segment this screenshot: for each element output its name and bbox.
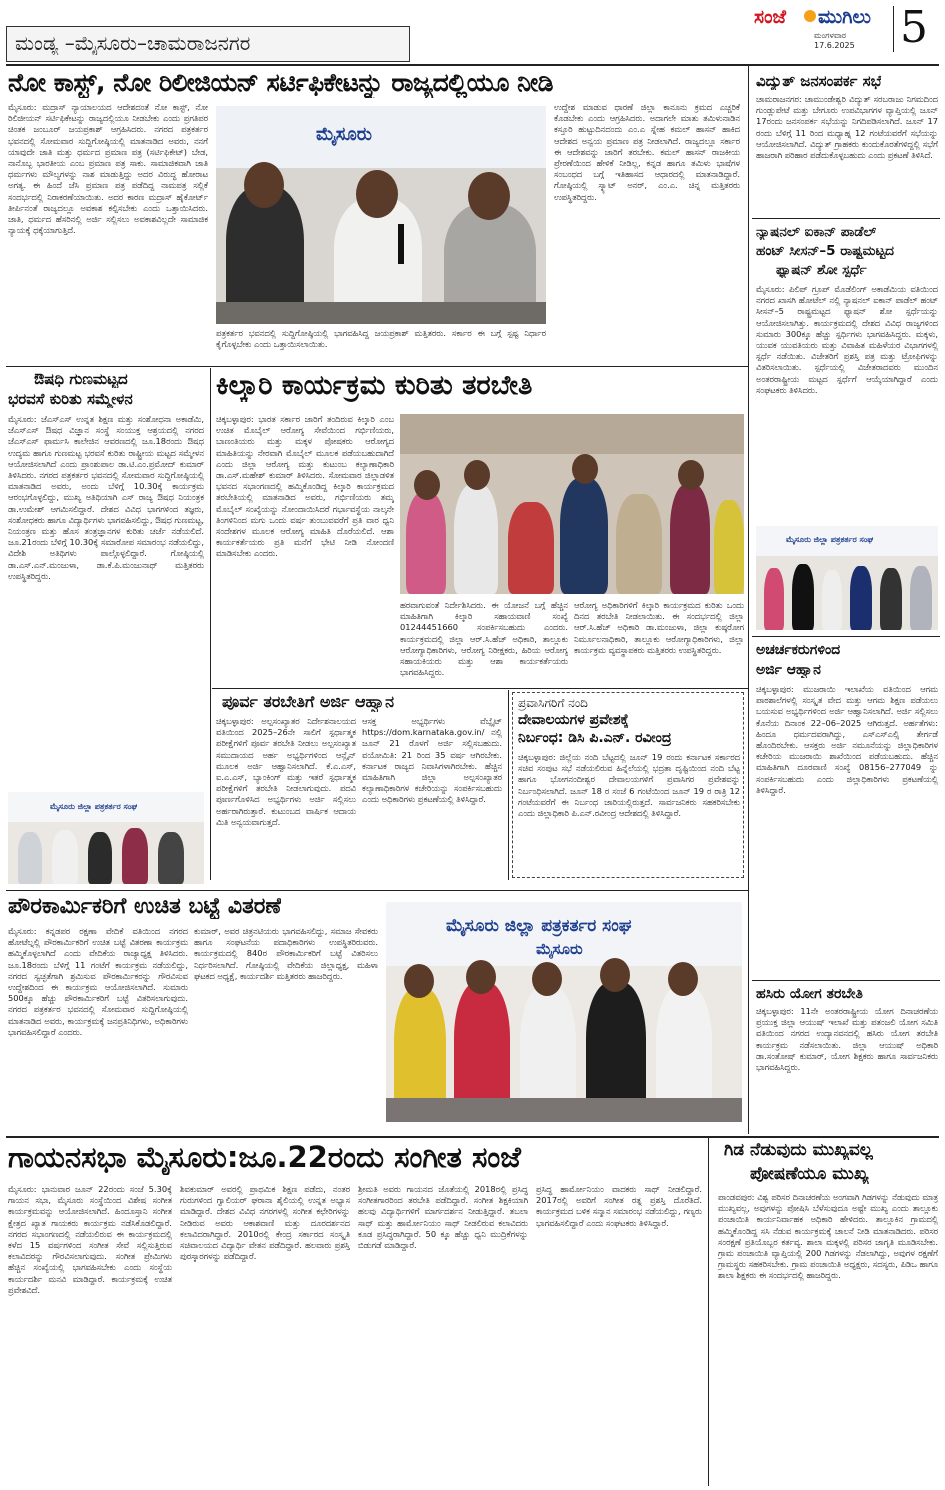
masthead xyxy=(0,0,945,66)
gida-body: ಪಾಂಡವಪುರ: ವಿಶ್ವ ಪರಿಸರ ದಿನಾಚರಣೆಯ ಅಂಗವಾಗಿ ಗಿಡಗಳನ್ನು ನೆಡುವುದು ಮಾತ್ರ ಮುಖ್ಯವಲ್ಲ, ಅವುಗಳನ್ನು ಪೋಷಿಸಿ ಬೆಳೆಸುವುದೂ ಅಷ್ಟೇ ಮುಖ್ಯ ಎಂದು ತಾಲ್ಲೂಕು ಪಂಚಾಯಿತಿ ಕಾರ್ಯನಿರ್ವಾಹಕ ಅಧಿಕಾರಿ ಹೇಳಿದರು. ತಾಲ್ಲೂಕಿನ ಗ್ರಾಮದಲ್ಲಿ ಹಮ್ಮಿಕೊಂಡಿದ್ದ ಸಸಿ ನೆಡುವ ಕಾರ್ಯಕ್ರಮಕ್ಕೆ ಚಾಲನೆ ನೀಡಿ ಮಾತನಾಡಿದರು. ಪರಿಸರ ಸಂರಕ್ಷಣೆ ಪ್ರತಿಯೊಬ್ಬರ ಕರ್ತವ್ಯ. ಶಾಲಾ ಮಕ್ಕಳಲ್ಲಿ ಪರಿಸರ ಜಾಗೃತಿ ಮೂಡಿಸಬೇಕು. ಗ್ರಾಮ ಪಂಚಾಯಿತಿ ವ್ಯಾಪ್ತಿಯಲ್ಲಿ 200 ಗಿಡಗಳನ್ನು ನೆಡಲಾಗಿದ್ದು, ಅವುಗಳ ರಕ್ಷಣೆಗೆ ಗ್ರಾಮಸ್ಥರು ಸಹಕರಿಸಬೇಕು. ಗ್ರಾಮ ಪಂಚಾಯಿತಿ ಅಧ್ಯಕ್ಷರು, ಸದಸ್ಯರು, ಪಿಡಿಒ ಹಾಗೂ ಶಾಲಾ ಶಿಕ್ಷಕರು ಈ ಸಂದರ್ಭದಲ್ಲಿ ಹಾಜರಿದ್ದರು. xyxy=(718,1192,938,1281)
issue-day: ಮಂಗಳವಾರ xyxy=(814,31,847,40)
kilkari-body-right: ಆರೋಗ್ಯ ಅಧಿಕಾರಿಗಳಿಗೆ ಕಿಲ್ಕಾರಿ ಕಾರ್ಯಕ್ರಮದ ಕುರಿತು ಒಂದು ದಿನದ ತರಬೇತಿ ನೀಡಲಾಯಿತು. ಈ ಸಂದರ್ಭದಲ್ಲಿ ಜಿಲ್ಲಾ ಆರ್.ಸಿ.ಹೆಚ್ ಅಧಿಕಾರಿ ಡಾ.ಮಂಜುಳಾ, ಜಿಲ್ಲಾ ಕುಷ್ಠರೋಗ ನಿರ್ಮೂಲನಾಧಿಕಾರಿ, ತಾಲ್ಲೂಕು ಆರೋಗ್ಯಾಧಿಕಾರಿಗಳು, ಜಿಲ್ಲಾ ಕಾರ್ಯಕ್ರಮ ವ್ಯವಸ್ಥಾಪಕರು ಮತ್ತಿತರರು ಉಪಸ್ಥಿತರಿದ್ದರು. xyxy=(574,600,744,655)
aushadhi-body: ಮೈಸೂರು: ಜೆಎಸ್ಎಸ್ ಉನ್ನತ ಶಿಕ್ಷಣ ಮತ್ತು ಸಂಶೋಧನಾ ಅಕಾಡೆಮಿ, ಜೆಎಸ್ಎಸ್ ಔಷಧ ವಿಜ್ಞಾನ ಸಂಸ್ಥೆ ಸಂಯುಕ್ತ ಆಶ್ರಯದಲ್ಲಿ ನಗರದ ಜೆಎಸ್ಎಸ್ ಫಾರ್ಮಸಿ ಕಾಲೇಜಿನ ಆವರಣದಲ್ಲಿ ಜೂ.18ರಂದು ಔಷಧ ಉದ್ಯಮ ಹಾಗೂ ಗುಣಮಟ್ಟ ಭರವಸೆ ಕುರಿತು ರಾಷ್ಟ್ರೀಯ ಮಟ್ಟದ ಸಮ್ಮೇಳನ ಆಯೋಜಿಸಲಾಗಿದೆ ಎಂದು ಪ್ರಾಂಶುಪಾಲ ಡಾ.ಟಿ.ಎಂ.ಪ್ರಮೋದ್ ಕುಮಾರ್ ತಿಳಿಸಿದರು. ನಗರದ ಪತ್ರಕರ್ತರ ಭವನದಲ್ಲಿ ಸೋಮವಾರ ಸುದ್ದಿಗೋಷ್ಠಿಯಲ್ಲಿ ಮಾತನಾಡಿದ ಅವರು, ಅಂದು ಬೆಳಿಗ್ಗೆ 10.30ಕ್ಕೆ ಕಾರ್ಯಕ್ರಮ ಆರಂಭಗೊಳ್ಳಲಿದ್ದು, ಮುಖ್ಯ ಅತಿಥಿಯಾಗಿ ಎಸ್ ರಾಜ್ಯ ಔಷಧ ನಿಯಂತ್ರಕ ಡಾ.ಉಮೇಶ್ ಆಗಮಿಸಲಿದ್ದಾರೆ. ದೇಶದ ವಿವಿಧ ಭಾಗಗಳಿಂದ ತಜ್ಞರು, ಸಂಶೋಧಕರು ಹಾಗೂ ವಿದ್ಯಾರ್ಥಿಗಳು ಭಾಗವಹಿಸಲಿದ್ದು, ಔಷಧ ಗುಣಮಟ್ಟ, ನಿಯಂತ್ರಣ ಮತ್ತು ಹೊಸ ತಂತ್ರಜ್ಞಾನಗಳ ಕುರಿತು ಚರ್ಚೆ ನಡೆಯಲಿದೆ. ಜೂ.21ರಂದು ಬೆಳಿಗ್ಗೆ 10.30ಕ್ಕೆ ಸಮಾರೋಪ ಸಮಾರಂಭ ನಡೆಯಲಿದ್ದು, ವಿದೇಶಿ ಅತಿಥಿಗಳು ಪಾಲ್ಗೊಳ್ಳಲಿದ್ದಾರೆ. ಗೋಷ್ಠಿಯಲ್ಲಿ ಡಾ.ಎಸ್.ಎನ್.ಮಂಜುಳಾ, ಡಾ.ಕೆ.ಪಿ.ಮಂಜುನಾಥ್ ಮತ್ತಿತರರು ಉಪಸ್ಥಿತರಿದ್ದರು. xyxy=(8,414,204,581)
page-number: 5 xyxy=(900,2,928,53)
kilkari-headline: ಕಿಲ್ಕಾರಿ ಕಾರ್ಯಕ್ರಮ ಕುರಿತು ತರಬೇತಿ xyxy=(216,370,533,401)
pourakarmika-photo xyxy=(386,902,742,1122)
temple-body: ಚಿಕ್ಕಬಳ್ಳಾಪುರ: ಜಿಲ್ಲೆಯ ನಂದಿ ಬೆಟ್ಟದಲ್ಲಿ ಜೂನ್ 19 ರಂದು ಕರ್ನಾಟಕ ಸರ್ಕಾರದ ಸಚಿವ ಸಂಪುಟ ಸಭೆ ನಡೆಯಲಿರುವ ಹಿನ್ನೆಲೆಯಲ್ಲಿ ಭದ್ರತಾ ದೃಷ್ಟಿಯಿಂದ ನಂದಿ ಬೆಟ್ಟ ಹಾಗೂ ಭೋಗನಂದೀಶ್ವರ ದೇವಾಲಯಗಳಿಗೆ ಪ್ರವಾಸಿಗರ ಪ್ರವೇಶವನ್ನು ನಿರ್ಬಂಧಿಸಲಾಗಿದೆ. ಜೂನ್ 18 ರ ಸಂಜೆ 6 ಗಂಟೆಯಿಂದ ಜೂನ್ 19 ರ ರಾತ್ರಿ 12 ಗಂಟೆಯವರೆಗೆ ಈ ನಿರ್ಬಂಧ ಜಾರಿಯಲ್ಲಿರುತ್ತದೆ. ಸಾರ್ವಜನಿಕರು ಸಹಕರಿಸಬೇಕು ಎಂದು ಜಿಲ್ಲಾಧಿಕಾರಿ ಪಿ.ಎನ್.ರವೀಂದ್ರ ಆದೇಶದಲ್ಲಿ ತಿಳಿಸಿದ್ದಾರೆ. xyxy=(518,752,740,819)
arji-headline-1: ಅಚರ್ಚಕರುಗಳಿಂದ xyxy=(756,642,841,658)
electricity-headline: ವಿದ್ಯುತ್ ಜನಸಂಪರ್ಕ ಸಭೆ xyxy=(756,72,882,90)
electricity-notice xyxy=(752,66,940,216)
fashion-body: ಮೈಸೂರು: ಪಿಲಿಪ್ ಗ್ರೂಪ್ ಮೊಡೆಲಿಂಗ್ ಅಕಾಡೆಮಿಯ ವತಿಯಿಂದ ನಗರದ ಖಾಸಗಿ ಹೋಟೆಲ್ ನಲ್ಲಿ ನ್ಯಾಷನಲ್ ಐಕಾನ್ ಪಾಡೆಲ್ ಹಂಟ್ ಸೀಸನ್–5 ರಾಷ್ಟ್ರಮಟ್ಟದ ಫ್ಯಾಷನ್ ಶೋ ಸ್ಪರ್ಧೆಯನ್ನು ಆಯೋಜಿಸಲಾಗಿತ್ತು. ಕಾರ್ಯಕ್ರಮದಲ್ಲಿ ದೇಶದ ವಿವಿಧ ರಾಜ್ಯಗಳಿಂದ ಸುಮಾರು 300ಕ್ಕೂ ಹೆಚ್ಚು ಸ್ಪರ್ಧಿಗಳು ಭಾಗವಹಿಸಿದ್ದರು. ಮಕ್ಕಳು, ಯುವಕ ಯುವತಿಯರು ಮತ್ತು ವಿವಾಹಿತ ಮಹಿಳೆಯರ ವಿಭಾಗಗಳಲ್ಲಿ ಸ್ಪರ್ಧೆ ನಡೆಯಿತು. ವಿಜೇತರಿಗೆ ಪ್ರಶಸ್ತಿ ಪತ್ರ ಮತ್ತು ಟ್ರೋಫಿಗಳನ್ನು ವಿತರಿಸಲಾಯಿತು. ಸ್ಪರ್ಧೆಯಲ್ಲಿ ವಿಜೇತರಾದವರು ಮುಂದಿನ ಅಂತರರಾಷ್ಟ್ರೀಯ ಮಟ್ಟದ ಸ್ಪರ್ಧೆಗೆ ಆಯ್ಕೆಯಾಗಿದ್ದಾರೆ ಎಂದು ಸಂಘಟಕರು ತಿಳಿಸಿದರು. xyxy=(756,284,938,395)
poorva-headline: ಪೂರ್ವ ತರಬೇತಿಗೆ ಅರ್ಜಿ ಆಹ್ವಾನ xyxy=(222,692,395,711)
fashion-story xyxy=(752,220,940,670)
lead-photo-caption: ಪತ್ರಕರ್ತರ ಭವನದಲ್ಲಿ ಸುದ್ದಿಗೋಷ್ಠಿಯಲ್ಲಿ ಭಾಗವಹಿಸಿದ್ದ ಜಯಪ್ರಕಾಶ್ ಮತ್ತಿತರರು. ಸರ್ಕಾರ ಈ ಬಗ್ಗೆ ಸ್ಪಷ್ಟ ನಿರ್ಧಾರ ಕೈಗೊಳ್ಳಬೇಕು ಎಂದು ಒತ್ತಾಯಿಸಲಾಯಿತು. xyxy=(216,328,546,350)
aushadhi-banner: ಮೈಸೂರು ಜಿಲ್ಲಾ ಪತ್ರಕರ್ತರ ಸಂಘ xyxy=(50,802,138,811)
yoga-body: ಚಿಕ್ಕಬಳ್ಳಾಪುರ: 11ನೇ ಅಂತರರಾಷ್ಟ್ರೀಯ ಯೋಗ ದಿನಾಚರಣೆಯ ಪ್ರಯುಕ್ತ ಜಿಲ್ಲಾ ಆಯುಷ್ ಇಲಾಖೆ ಮತ್ತು ಪತಂಜಲಿ ಯೋಗ ಸಮಿತಿ ವತಿಯಿಂದ ನಗರದ ಉದ್ಯಾನವನದಲ್ಲಿ ಹಸಿರು ಯೋಗ ತರಬೇತಿ ಕಾರ್ಯಕ್ರಮ ನಡೆಸಲಾಯಿತು. ಜಿಲ್ಲಾ ಆಯುಷ್ ಅಧಿಕಾರಿ ಡಾ.ಸಂತೋಷ್ ಕುಮಾರ್, ಯೋಗ ಶಿಕ್ಷಕರು ಹಾಗೂ ಸಾರ್ವಜನಿಕರು ಭಾಗವಹಿಸಿದ್ದರು. xyxy=(756,1006,938,1073)
arji-body: ಚಿಕ್ಕಬಳ್ಳಾಪುರ: ಮುಜರಾಯಿ ಇಲಾಖೆಯ ವತಿಯಿಂದ ಆಗಮ ಪಾಠಶಾಲೆಗಳಲ್ಲಿ ಸಂಸ್ಕೃತ ವೇದ ಮತ್ತು ಆಗಮ ಶಿಕ್ಷಣ ಪಡೆಯಲು ಬಯಸುವ ಅಭ್ಯರ್ಥಿಗಳಿಂದ ಅರ್ಜಿ ಆಹ್ವಾನಿಸಲಾಗಿದೆ. ಅರ್ಜಿ ಸಲ್ಲಿಸಲು ಕೊನೆಯ ದಿನಾಂಕ 22–06–2025 ಆಗಿರುತ್ತದೆ. ಅರ್ಹತೆಗಳು: ಹಿಂದೂ ಧರ್ಮದವರಾಗಿದ್ದು, ಎಸ್ಎಸ್ಎಲ್ಸಿ ತೇರ್ಗಡೆ ಹೊಂದಿರಬೇಕು. ಆಸಕ್ತರು ಅರ್ಜಿ ನಮೂನೆಯನ್ನು ಜಿಲ್ಲಾಧಿಕಾರಿಗಳ ಕಚೇರಿಯ ಮುಜರಾಯಿ ಶಾಖೆಯಿಂದ ಪಡೆಯಬಹುದು. ಹೆಚ್ಚಿನ ಮಾಹಿತಿಗಾಗಿ ದೂರವಾಣಿ ಸಂಖ್ಯೆ 08156–277049 ನ್ನು ಸಂಪರ್ಕಿಸಬಹುದು ಎಂದು ಜಿಲ್ಲಾಧಿಕಾರಿಗಳು ಪ್ರಕಟಣೆಯಲ್ಲಿ ತಿಳಿಸಿದ್ದಾರೆ. xyxy=(756,684,938,795)
gayana-col-2: ಶಿವಕುಮಾರ್ ಅವರಲ್ಲಿ ಪ್ರಾಥಮಿಕ ಶಿಕ್ಷಣ ಪಡೆದು, ನಂತರ ಗುರುಗಳಿಂದ ಗ್ವಾಲಿಯರ್ ಘರಾನಾ ಶೈಲಿಯಲ್ಲಿ ಉನ್ನತ ಅಭ್ಯಾಸ ಮಾಡಿದ್ದಾರೆ. ದೇಶದ ವಿವಿಧ ನಗರಗಳಲ್ಲಿ ಸಂಗೀತ ಕಛೇರಿಗಳನ್ನು ನೀಡಿರುವ ಅವರು ಆಕಾಶವಾಣಿ ಮತ್ತು ದೂರದರ್ಶನದ ಕಲಾವಿದರಾಗಿದ್ದಾರೆ. 2010ರಲ್ಲಿ ಕೇಂದ್ರ ಸರ್ಕಾರದ ಸಂಸ್ಕೃತಿ ಸಚಿವಾಲಯದ ವಿದ್ಯಾರ್ಥಿ ವೇತನ ಪಡೆದಿದ್ದಾರೆ. ಹಲವಾರು ಪ್ರಶಸ್ತಿ ಪುರಸ್ಕಾರಗಳನ್ನು ಪಡೆದಿದ್ದಾರೆ. xyxy=(180,1184,350,1262)
aushadhi-story xyxy=(0,368,208,888)
gayana-col-1: ಮೈಸೂರು: ಭಾನುವಾರ ಜೂನ್ 22ರಂದು ಸಂಜೆ 5.30ಕ್ಕೆ ಗಾಯನ ಸಭಾ, ಮೈಸೂರು ಸಂಸ್ಥೆಯಿಂದ ವಿಶೇಷ ಸಂಗೀತ ಕಾರ್ಯಕ್ರಮವನ್ನು ಆಯೋಜಿಸಲಾಗಿದೆ. ಹಿಂದೂಸ್ತಾನಿ ಸಂಗೀತ ಕ್ಷೇತ್ರದ ಖ್ಯಾತ ಗಾಯಕರು ಕಾರ್ಯಕ್ರಮ ನಡೆಸಿಕೊಡಲಿದ್ದಾರೆ. ನಗರದ ಸಭಾಂಗಣದಲ್ಲಿ ನಡೆಯಲಿರುವ ಈ ಕಾರ್ಯಕ್ರಮದಲ್ಲಿ ಕಳೆದ 15 ವರ್ಷಗಳಿಂದ ಸಂಗೀತ ಸೇವೆ ಸಲ್ಲಿಸುತ್ತಿರುವ ಕಲಾವಿದರನ್ನು ಗೌರವಿಸಲಾಗುವುದು. ಸಂಗೀತ ಪ್ರೇಮಿಗಳು ಹೆಚ್ಚಿನ ಸಂಖ್ಯೆಯಲ್ಲಿ ಭಾಗವಹಿಸಬೇಕು ಎಂದು ಸಂಸ್ಥೆಯ ಕಾರ್ಯದರ್ಶಿ ಮನವಿ ಮಾಡಿದ್ದಾರೆ. ಕಾರ್ಯಕ್ರಮಕ್ಕೆ ಉಚಿತ ಪ್ರವೇಶವಿದೆ. xyxy=(8,1184,172,1295)
fashion-banner: ಮೈಸೂರು ಜಿಲ್ಲಾ ಪತ್ರಕರ್ತರ ಸಂಘ xyxy=(786,535,874,544)
pourakarmika-body-mid: ಕುಮಾರ್, ಅವರ ಚಿತ್ರನಟಿಯರು ಭಾಗವಹಿಸಲಿದ್ದು, ಸಮಾಜ ಸೇವಕರು ಹಾಗೂ ಸಂಘಟನೆಯ ಪದಾಧಿಕಾರಿಗಳು ಉಪಸ್ಥಿತರಿರುವರು. ಕಾರ್ಯಕ್ರಮದಲ್ಲಿ 840ರ ಪೌರಕಾರ್ಮಿಕರಿಗೆ ಬಟ್ಟೆ ವಿತರಿಸಲು ನಿರ್ಧರಿಸಲಾಗಿದೆ. ಗೋಷ್ಠಿಯಲ್ಲಿ ವೇದಿಕೆಯ ಜಿಲ್ಲಾಧ್ಯಕ್ಷ, ಮಹಿಳಾ ಘಟಕದ ಅಧ್ಯಕ್ಷೆ, ಕಾರ್ಯದರ್ಶಿ ಮತ್ತಿತರರು ಹಾಜರಿದ್ದರು. xyxy=(194,926,378,981)
aushadhi-headline-2: ಭರವಸೆ ಕುರಿತು ಸಮ್ಮೇಳನ xyxy=(8,390,133,408)
temple-headline-3: ನಿರ್ಬಂಧ: ಡಿಸಿ ಪಿ.ಎನ್. ರವೀಂದ್ರ xyxy=(518,730,672,746)
temple-headline-2: ದೇವಾಲಯಗಳ ಪ್ರವೇಶಕ್ಕೆ xyxy=(518,712,629,728)
pourakarmika-banner: ಮೈಸೂರು ಜಿಲ್ಲಾ ಪತ್ರಕರ್ತರ ಸಂಘ xyxy=(446,916,632,936)
lead-headline: ನೋ ಕಾಸ್ಟ್, ನೋ ರಿಲೀಜಿಯನ್ ಸರ್ಟಿಫಿಕೇಟನ್ನು ರಾಜ್ಯದಲ್ಲಿಯೂ ನೀಡಿ xyxy=(8,68,553,97)
gayana-headline: ಗಾಯನಸಭಾ ಮೈಸೂರು:ಜೂ.22ರಂದು ಸಂಗೀತ ಸಂಜೆ xyxy=(8,1140,521,1174)
lead-body-left: ಮೈಸೂರು: ಮದ್ರಾಸ್ ನ್ಯಾಯಾಲಯದ ಆದೇಶದಂತೆ ನೋ ಕಾಸ್ಟ್, ನೋ ರಿಲಿಜೀಯನ್ ಸರ್ಟಿಫಿಕೇಟನ್ನು ರಾಜ್ಯದಲ್ಲಿಯೂ ನೀಡಬೇಕು ಎಂದು ಪ್ರಗತಿಪರ ಚಿಂತಕ ಜಂಬೂರ್ ಜಯಪ್ರಕಾಶ್ ಆಗ್ರಹಿಸಿದರು. ನಗರದ ಪತ್ರಕರ್ತರ ಭವನದಲ್ಲಿ ಸೋಮವಾರ ಸುದ್ದಿಗೋಷ್ಠಿಯಲ್ಲಿ ಮಾತನಾಡಿದ ಅವರು, ನನಗೆ ಯಾವುದೇ ಜಾತಿ ಮತ್ತು ಧರ್ಮದ ಪ್ರಮಾಣ ಪತ್ರ (ಸರ್ಟಿಫಿಕೇಟ್) ಬೇಡ, ನಾನೊಬ್ಬ ಭಾರತೀಯ ಎಂಬ ಪ್ರಮಾಣ ಪತ್ರ ಸಾಕು. ಸಾಮಾಜಿಕವಾಗಿ ಜಾತಿ ಧರ್ಮಗಳು ಮೌಲ್ಯಗಳನ್ನು ನಾಶ ಮಾಡುತ್ತಿದ್ದು ಅದರ ವಿರುದ್ಧ ಹೋರಾಟ ಅಗತ್ಯ. ಈ ಹಿಂದೆ ಜೆಸಿ ಪ್ರಮಾಣ ಪತ್ರ ಪಡೆದಿದ್ದ ನಾಮಪತ್ರ ಸಲ್ಲಿಕೆ ಸಂದರ್ಭದಲ್ಲಿ ನಿರಾಕರಣೆಯಾಯಿತು. ಅದರ ಕಾರಣ ಮದ್ರಾಸ್ ಹೈಕೋರ್ಟ್ ತೀರ್ಪಿನಂತೆ ರಾಜ್ಯದಲ್ಲೂ ಅವಕಾಶ ಕಲ್ಪಿಸಬೇಕು ಎಂದು ಒತ್ತಾಯಿಸಿದರು. ಜಾತಿ, ಧರ್ಮದ ಹೆಸರಿನಲ್ಲಿ ಅರ್ಜಿ ಸಲ್ಲಿಸಲು ಅವಕಾಶವಿಲ್ಲದೇ ಸಾಮಾಜಿಕ ನ್ಯಾಯಕ್ಕೆ ಧಕ್ಕೆಯಾಗುತ್ತಿದೆ. xyxy=(8,102,208,236)
section-title: ಮಂಡ್ಯ –ಮೈಸೂರು–ಚಾಮರಾಜನಗರ xyxy=(15,31,251,55)
yoga-headline: ಹಸಿರು ಯೋಗ ತರಬೇತಿ xyxy=(756,986,863,1002)
kilkari-body-mid: ಹರವಾಗುವಂತೆ ನಿರ್ದೇಶಿಸಿದರು. ಈ ಯೋಜನೆ ಬಗ್ಗೆ ಹೆಚ್ಚಿನ ಮಾಹಿತಿಗಾಗಿ ಕಿಲ್ಕಾರಿ ಸಹಾಯವಾಣಿ ಸಂಖ್ಯೆ 01244451660 ಸಂಪರ್ಕಿಸಬಹುದು ಎಂದರು. ಕಾರ್ಯಕ್ರಮದಲ್ಲಿ ಜಿಲ್ಲಾ ಆರ್.ಸಿ.ಹೆಚ್ ಅಧಿಕಾರಿ, ತಾಲ್ಲೂಕು ಆರೋಗ್ಯಾಧಿಕಾರಿಗಳು, ಆರೋಗ್ಯ ನಿರೀಕ್ಷಕರು, ಹಿರಿಯ ಆರೋಗ್ಯ ಸಹಾಯಕಿಯರು ಮತ್ತು ಆಶಾ ಕಾರ್ಯಕರ್ತೆಯರು ಭಾಗವಹಿಸಿದ್ದರು. xyxy=(400,600,568,678)
microphone-icon xyxy=(398,224,404,264)
lead-photo xyxy=(216,106,546,324)
gida-headline-1: ಗಿಡ ನೆಡುವುದು ಮುಖ್ಯವಲ್ಲ xyxy=(724,1140,873,1160)
logo-part1: ಸಂಜೆ xyxy=(754,6,787,28)
logo-part2: ಮುಗಿಲು xyxy=(818,6,871,28)
fashion-headline-1: ನ್ಯಾಷನಲ್ ಐಕಾನ್ ಪಾಡೆಲ್ xyxy=(756,224,877,240)
pourakarmika-story xyxy=(0,892,748,1132)
lead-story xyxy=(0,66,748,366)
aushadhi-photo xyxy=(8,792,204,884)
kilkari-body-left: ಚಿಕ್ಕಬಳ್ಳಾಪುರ: ಭಾರತ ಸರ್ಕಾರ ಜಾರಿಗೆ ತಂದಿರುವ ಕಿಲ್ಕಾರಿ ಎಂಬ ಉಚಿತ ಮೊಬೈಲ್ ಆರೋಗ್ಯ ಸೇವೆಯಿಂದ ಗರ್ಭಿಣಿಯರು, ಬಾಣಂತಿಯರು ಮತ್ತು ಮಕ್ಕಳ ಪೋಷಕರು ಆರೋಗ್ಯದ ಮಾಹಿತಿಯನ್ನು ನೇರವಾಗಿ ಮೊಬೈಲ್ ಮೂಲಕ ಪಡೆಯಬಹುದಾಗಿದೆ ಎಂದು ಜಿಲ್ಲಾ ಆರೋಗ್ಯ ಮತ್ತು ಕುಟುಂಬ ಕಲ್ಯಾಣಾಧಿಕಾರಿ ಡಾ.ಎಸ್.ಮಹೇಶ್ ಕುಮಾರ್ ತಿಳಿಸಿದರು. ಸೋಮವಾರ ಜಿಲ್ಲಾಡಳಿತ ಭವನದ ಸಭಾಂಗಣದಲ್ಲಿ ಹಮ್ಮಿಕೊಂಡಿದ್ದ ಕಿಲ್ಕಾರಿ ಕಾರ್ಯಕ್ರಮದ ತರಬೇತಿಯಲ್ಲಿ ಮಾತನಾಡಿದ ಅವರು, ಗರ್ಭಿಣಿಯರು ತಮ್ಮ ಮೊಬೈಲ್ ಸಂಖ್ಯೆಯನ್ನು ನೋಂದಾಯಿಸಿದರೆ ಗರ್ಭಾವಸ್ಥೆಯ ನಾಲ್ಕನೇ ತಿಂಗಳಿನಿಂದ ಮಗು ಒಂದು ವರ್ಷ ತುಂಬುವವರೆಗೆ ಪ್ರತಿ ವಾರ ಧ್ವನಿ ಸಂದೇಶಗಳ ಮೂಲಕ ಆರೋಗ್ಯ ಮಾಹಿತಿ ದೊರೆಯಲಿದೆ. ಆಶಾ ಕಾರ್ಯಕರ್ತೆಯರು ಪ್ರತಿ ಮನೆಗೆ ಭೇಟಿ ನೀಡಿ ನೋಂದಣಿ ಮಾಡಿಸಬೇಕು ಎಂದರು. xyxy=(216,414,394,559)
poorva-body-left: ಚಿಕ್ಕಬಳ್ಳಾಪುರ: ಅಲ್ಪಸಂಖ್ಯಾತರ ನಿರ್ದೇಶನಾಲಯದ ವತಿಯಿಂದ 2025–26ನೇ ಸಾಲಿಗೆ ಸ್ಪರ್ಧಾತ್ಮಕ ಪರೀಕ್ಷೆಗಳಿಗೆ ಪೂರ್ವ ತರಬೇತಿ ನೀಡಲು ಅಲ್ಪಸಂಖ್ಯಾತ ಸಮುದಾಯದ ಅರ್ಹ ಅಭ್ಯರ್ಥಿಗಳಿಂದ ಆನ್ಲೈನ್ ಮೂಲಕ ಅರ್ಜಿ ಆಹ್ವಾನಿಸಲಾಗಿದೆ. ಕೆ.ಎ.ಎಸ್, ಐ.ಎ.ಎಸ್, ಬ್ಯಾಂಕಿಂಗ್ ಮತ್ತು ಇತರೆ ಸ್ಪರ್ಧಾತ್ಮಕ ಪರೀಕ್ಷೆಗಳಿಗೆ ತರಬೇತಿ ನೀಡಲಾಗುವುದು. ಪದವಿ ಪೂರ್ಣಗೊಳಿಸಿದ ಅಭ್ಯರ್ಥಿಗಳು ಅರ್ಜಿ ಸಲ್ಲಿಸಲು ಅರ್ಹರಾಗಿರುತ್ತಾರೆ. ಕುಟುಂಬದ ವಾರ್ಷಿಕ ಆದಾಯ ಮಿತಿ ಅನ್ವಯವಾಗುತ್ತದೆ. xyxy=(216,716,356,827)
photo-banner-mysuru: ಮೈಸೂರು xyxy=(316,124,372,145)
gida-headline-2: ಪೋಷಣೆಯೂ ಮುಖ್ಯ xyxy=(750,1164,869,1184)
poorva-story xyxy=(212,690,506,880)
gayana-col-3: ಶ್ರೀಮತಿ ಅವರು ಗಾಯನದ ಜೊತೆಯಲ್ಲಿ 2018ರಲ್ಲಿ ಪ್ರಸಿದ್ಧ ಸಂಗೀತಗಾರರಿಂದ ತರಬೇತಿ ಪಡೆದಿದ್ದಾರೆ. ಸಂಗೀತ ಶಿಕ್ಷಕಿಯಾಗಿ ಹಲವು ವಿದ್ಯಾರ್ಥಿಗಳಿಗೆ ಮಾರ್ಗದರ್ಶನ ನೀಡುತ್ತಿದ್ದಾರೆ. ತಬಲಾ ಸಾಥ್ ಮತ್ತು ಹಾರ್ಮೋನಿಯಂ ಸಾಥ್ ನೀಡಲಿರುವ ಕಲಾವಿದರು ಕೂಡ ಪ್ರಸಿದ್ಧರಾಗಿದ್ದಾರೆ. 50 ಕ್ಕೂ ಹೆಚ್ಚು ಧ್ವನಿ ಮುದ್ರಿಕೆಗಳನ್ನು ಬಿಡುಗಡೆ ಮಾಡಿದ್ದಾರೆ. xyxy=(358,1184,528,1251)
gida-story xyxy=(710,1138,942,1490)
newspaper-logo xyxy=(752,4,892,50)
electricity-body: ಚಾಮರಾಜನಗರ: ಚಾಮುಂಡೇಶ್ವರಿ ವಿದ್ಯುತ್ ಸರಬರಾಜು ನಿಗಮದಿಂದ ಗುಂಡ್ಲುಪೇಟೆ ಮತ್ತು ಬೇಗೂರು ಉಪವಿಭಾಗಗಳ ವ್ಯಾಪ್ತಿಯಲ್ಲಿ ಜೂನ್ 17ರಂದು ಜನಸಂಪರ್ಕ ಸಭೆಯನ್ನು ನಿಗದಿಪಡಿಸಲಾಗಿದೆ. ಜೂನ್ 17 ರಂದು ಬೆಳಿಗ್ಗೆ 11 ರಿಂದ ಮಧ್ಯಾಹ್ನ 12 ಗಂಟೆಯವರೆಗೆ ಸಭೆಯನ್ನು ಆಯೋಜಿಸಲಾಗಿದೆ. ವಿದ್ಯುತ್ ಗ್ರಾಹಕರು ಕುಂದುಕೊರತೆಗಳಿದ್ದಲ್ಲಿ ಸಭೆಗೆ ಹಾಜರಾಗಿ ಪರಿಹಾರ ಪಡೆದುಕೊಳ್ಳಬಹುದು ಎಂದು ಪ್ರಕಟಣೆ ತಿಳಿಸಿದೆ. xyxy=(756,94,938,161)
sun-icon xyxy=(804,10,816,22)
pourakarmika-banner-sub: ಮೈಸೂರು xyxy=(536,940,583,958)
issue-date: 17.6.2025 xyxy=(814,41,855,50)
arji-headline-2: ಅರ್ಜಿ ಆಹ್ವಾನ xyxy=(756,662,821,678)
pourakarmika-headline: ಪೌರಕಾರ್ಮಿಕರಿಗೆ ಉಚಿತ ಬಟ್ಟೆ ವಿತರಣೆ xyxy=(8,894,282,919)
gayana-story xyxy=(0,1138,708,1490)
poorva-body-right: ಆಸಕ್ತ ಅಭ್ಯರ್ಥಿಗಳು ವೆಬ್ಸೈಟ್ https://dom.karnataka.gov.in/ ನಲ್ಲಿ ಜೂನ್ 21 ರೊಳಗೆ ಅರ್ಜಿ ಸಲ್ಲಿಸಬಹುದು. ವಯೋಮಿತಿ: 21 ರಿಂದ 35 ವರ್ಷ ಆಗಿರಬೇಕು. ಕರ್ನಾಟಕ ರಾಜ್ಯದ ನಿವಾಸಿಗಳಾಗಿರಬೇಕು. ಹೆಚ್ಚಿನ ಮಾಹಿತಿಗಾಗಿ ಜಿಲ್ಲಾ ಅಲ್ಪಸಂಖ್ಯಾತರ ಕಲ್ಯಾಣಾಧಿಕಾರಿಗಳ ಕಚೇರಿಯನ್ನು ಸಂಪರ್ಕಿಸಬಹುದು ಎಂದು ಅಧಿಕಾರಿಗಳು ಪ್ರಕಟಣೆಯಲ್ಲಿ ತಿಳಿಸಿದ್ದಾರೆ. xyxy=(362,716,502,805)
fashion-headline-2: ಹಂಟ್ ಸೀಸನ್–5 ರಾಷ್ಟ್ರಮಟ್ಟದ xyxy=(756,243,895,259)
temple-story xyxy=(510,690,748,880)
lead-body-right: ಉದ್ದೇಶ ಮಾಡುವ ಧಾರಣೆ ಜಿಲ್ಲಾ ಕಾನೂನು ಕ್ರಮದ ಎಚ್ಚರಿಕೆ ಕೊಡಬೇಕು ಎಂದು ಆಗ್ರಹಿಸಿದರು. ಅದಾಗಲೇ ಮಾತು ತಮಿಳುನಾಡಿನ ಕಸ್ತೂರಿ ಹುಟ್ಟುದಿನದಂದು ಎಂ.ಎ ಸ್ನೇಹ ಕಮಲ್ ಹಾಸನ್ ಹಾಕಿದ ಆದೇಶದ ಅನ್ವಯ ಪ್ರಮಾಣ ಪತ್ರ ನೀಡಲಾಗಿದೆ. ರಾಜ್ಯದಲ್ಲೂ ಸರ್ಕಾರ ಈ ಆದೇಶವನ್ನು ಜಾರಿಗೆ ತರಬೇಕು. ಕಮಲ್ ಹಾಸನ್ ರಾಜಕೀಯ ಪ್ರೇರಣೆಯಿಂದ ಹೇಳಿಕೆ ನೀಡಿಲ್ಲ, ಕನ್ನಡ ಹಾಗೂ ತಮಿಳು ಭಾಷೆಗಳ ಸಂಬಂಧದ ಬಗ್ಗೆ ಇತಿಹಾಸದ ಆಧಾರದಲ್ಲಿ ಮಾತನಾಡಿದ್ದಾರೆ. ಗೋಷ್ಠಿಯಲ್ಲಿ ಸ್ಕ್ಯಾಟ್ ಅನರ್, ಎಂ.ಎ. ಚಿನ್ನ ಮತ್ತಿತರರು ಉಪಸ್ಥಿತರಿದ್ದರು. xyxy=(554,102,740,202)
aushadhi-headline-1: ಔಷಧಿ ಗುಣಮಟ್ಟದ xyxy=(34,370,128,388)
kilkari-photo xyxy=(400,414,744,594)
temple-headline-1: ಪ್ರವಾಸಿಗರಿಗೆ ನಂದಿ xyxy=(518,696,588,710)
gayana-col-4: ಪ್ರಸಿದ್ಧ ಹಾರ್ಮೋನಿಯಂ ವಾದಕರು ಸಾಥ್ ನೀಡಲಿದ್ದಾರೆ. 2017ರಲ್ಲಿ ಅವರಿಗೆ ಸಂಗೀತ ರತ್ನ ಪ್ರಶಸ್ತಿ ದೊರೆತಿದೆ. ಕಾರ್ಯಕ್ರಮದ ಬಳಿಕ ಸನ್ಮಾನ ಸಮಾರಂಭ ನಡೆಯಲಿದ್ದು, ಗಣ್ಯರು ಭಾಗವಹಿಸಲಿದ್ದಾರೆ ಎಂದು ಸಂಘಟಕರು ತಿಳಿಸಿದ್ದಾರೆ. xyxy=(536,1184,702,1228)
fashion-headline-3: ಫ್ಯಾಷನ್ ಶೋ ಸ್ಪರ್ಧೆ xyxy=(776,262,867,278)
arji-story xyxy=(752,638,940,956)
yoga-story xyxy=(752,982,940,1132)
kilkari-story xyxy=(212,368,748,688)
pourakarmika-body-left: ಮೈಸೂರು: ಕನ್ನಡಪರ ರಕ್ಷಣಾ ವೇದಿಕೆ ವತಿಯಿಂದ ನಗರದ ಹೋಟೆಲ್ನಲ್ಲಿ ಪೌರಕಾರ್ಮಿಕರಿಗೆ ಉಚಿತ ಬಟ್ಟೆ ವಿತರಣಾ ಕಾರ್ಯಕ್ರಮ ಹಮ್ಮಿಕೊಳ್ಳಲಾಗಿದೆ ಎಂದು ವೇದಿಕೆಯ ರಾಜ್ಯಾಧ್ಯಕ್ಷ ತಿಳಿಸಿದರು. ಜೂ.18ರಂದು ಬೆಳಿಗ್ಗೆ 11 ಗಂಟೆಗೆ ಕಾರ್ಯಕ್ರಮ ನಡೆಯಲಿದ್ದು, ನಗರದ ಸ್ವಚ್ಛತೆಗಾಗಿ ಶ್ರಮಿಸುವ ಪೌರಕಾರ್ಮಿಕರನ್ನು ಗೌರವಿಸುವ ಉದ್ದೇಶದಿಂದ ಈ ಕಾರ್ಯಕ್ರಮ ಆಯೋಜಿಸಲಾಗಿದೆ. ಸುಮಾರು 500ಕ್ಕೂ ಹೆಚ್ಚು ಪೌರಕಾರ್ಮಿಕರಿಗೆ ಬಟ್ಟೆ ವಿತರಿಸಲಾಗುವುದು. ನಗರದ ಪತ್ರಕರ್ತರ ಭವನದಲ್ಲಿ ಸೋಮವಾರ ಸುದ್ದಿಗೋಷ್ಠಿಯಲ್ಲಿ ಮಾತನಾಡಿದ ಅವರು, ಕಾರ್ಯಕ್ರಮಕ್ಕೆ ಜನಪ್ರತಿನಿಧಿಗಳು, ಅಧಿಕಾರಿಗಳು ಭಾಗವಹಿಸಲಿದ್ದಾರೆ ಎಂದರು. xyxy=(8,926,188,1037)
fashion-photo xyxy=(756,526,938,630)
section-header xyxy=(6,26,410,62)
